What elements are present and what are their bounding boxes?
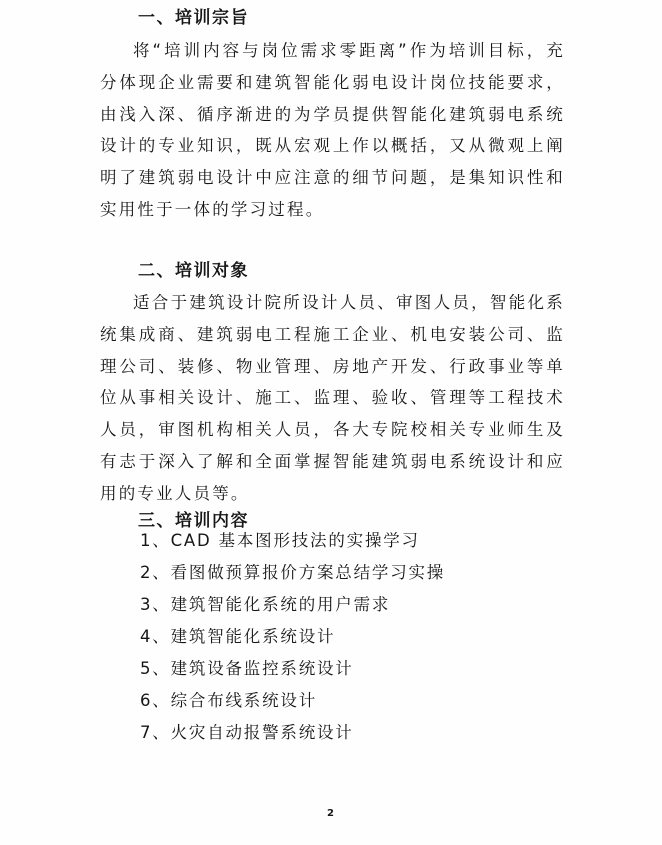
list-item: 2、看图做预算报价方案总结学习实操 [140,563,446,582]
list-item: 3、建筑智能化系统的用户需求 [140,595,391,614]
list-item: 5、建筑设备监控系统设计 [140,659,354,678]
page-number: 2 [327,808,334,819]
section-2-paragraph: 适合于建筑设计院所设计人员、审图人员，智能化系统集成商、建筑弱电工程施工企业、机电安装公司、监理公司、装修、物业管理、房地产开发、行政事业等单位从事相关设计、施工、监理、验收、管理等工程技术人员，审图机构相关人员，各大专院校相关专业师生及有志于深入了解和全面掌握智能建筑弱电系统设计和应用的专业人员等。 [100,293,565,503]
section-1-heading: 一、培训宗旨 [138,8,249,28]
section-2-heading: 二、培训对象 [138,261,249,281]
section-1-paragraph: 将“培训内容与岗位需求零距离”作为培训目标，充分体现企业需要和建筑智能化弱电设计岗位技能要求，由浅入深、循序渐进的为学员提供智能化建筑弱电系统设计的专业知识，既从宏观上作以概括，又从微观上阐明了建筑弱电设计中应注意的细节问题，是集知识性和实用性于一体的学习过程。 [100,41,565,219]
list-item: 7、火灾自动报警系统设计 [140,723,354,742]
list-item: 4、建筑智能化系统设计 [140,627,336,646]
list-item: 6、综合布线系统设计 [140,691,317,710]
list-item: 1、CAD 基本图形技法的实操学习 [140,531,420,550]
training-content-list [140,529,445,753]
section-3-heading: 三、培训内容 [138,511,249,531]
